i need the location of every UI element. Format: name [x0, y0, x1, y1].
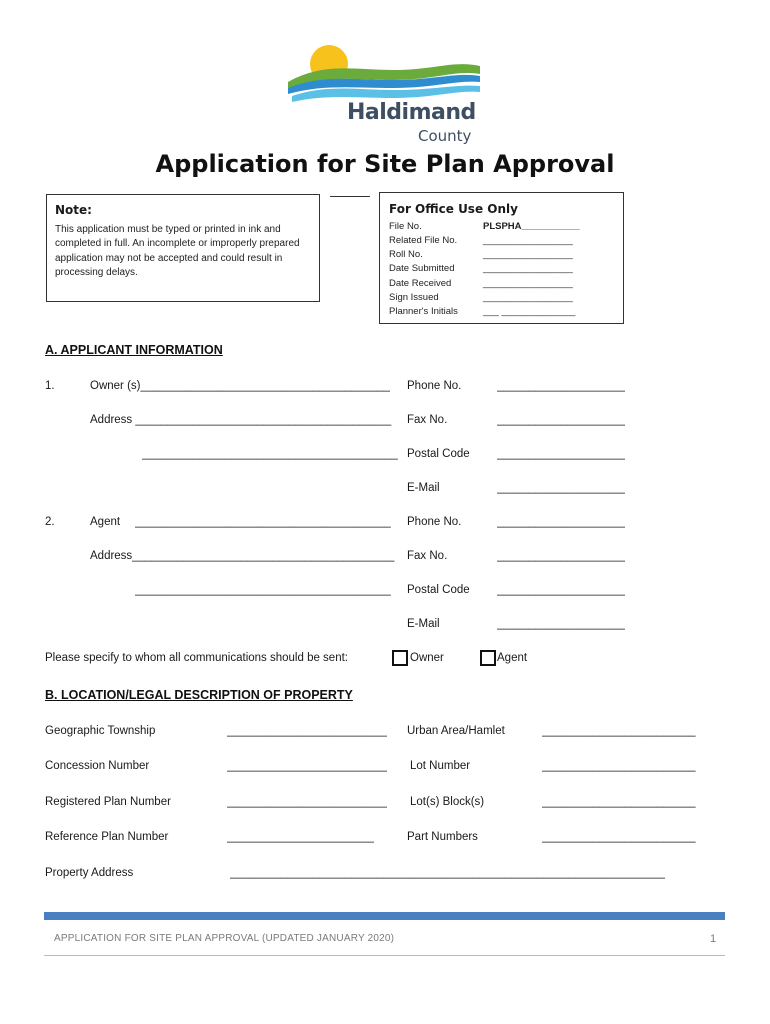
note-box — [46, 194, 320, 302]
reference-plan-field[interactable]: _______________________ — [227, 831, 375, 843]
agent-fax-field[interactable]: ____________________ — [497, 550, 625, 562]
agent-phone-label: Phone No. — [407, 516, 462, 528]
owner-email-label: E-Mail — [407, 482, 440, 494]
owner-postal-field[interactable]: ____________________ — [497, 448, 625, 460]
lot-number-field[interactable]: ________________________ — [542, 760, 696, 772]
agent-checkbox[interactable] — [480, 650, 496, 666]
office-label-roll-no: Roll No. — [389, 249, 423, 260]
owner-address-field[interactable]: Address ________________________________________ — [90, 414, 392, 426]
note-text: This application must be typed or printed in ink and completed in full. An incomplete or improperly prepared application may not be accepted and could result in processing delays. — [55, 224, 300, 278]
office-label-file-no: File No. — [389, 221, 422, 232]
page-title: Application for Site Plan Approval — [155, 150, 615, 178]
lots-blocks-field[interactable]: ________________________ — [542, 796, 696, 808]
office-field-date-submitted[interactable]: _________________ — [483, 263, 573, 274]
footer-divider — [44, 955, 725, 956]
logo-text-line1: Haldimand — [347, 100, 476, 125]
owner-email-field[interactable]: ____________________ — [497, 482, 625, 494]
owner-phone-field[interactable]: ____________________ — [497, 380, 625, 392]
owner-fax-field[interactable]: ____________________ — [497, 414, 625, 426]
agent-address-line2-field[interactable]: ________________________________________ — [135, 584, 391, 596]
geographic-township-label: Geographic Township — [45, 725, 156, 737]
urban-area-field[interactable]: ________________________ — [542, 725, 696, 737]
agent-email-label: E-Mail — [407, 618, 440, 630]
urban-area-label: Urban Area/Hamlet — [407, 725, 505, 737]
concession-number-label: Concession Number — [45, 760, 150, 772]
office-label-related-file: Related File No. — [389, 235, 458, 246]
owner-option-label: Owner — [410, 652, 444, 664]
owner-fax-label: Fax No. — [407, 414, 448, 426]
office-field-related-file[interactable]: _________________ — [483, 235, 573, 246]
agent-email-field[interactable]: ____________________ — [497, 618, 625, 630]
registered-plan-label: Registered Plan Number — [45, 796, 171, 808]
property-address-field[interactable]: ____________________________________________________________________ — [230, 867, 665, 879]
agent-postal-label: Postal Code — [407, 584, 470, 596]
lot-number-label: Lot Number — [410, 760, 471, 772]
owner-address-line2-field[interactable]: ________________________________________ — [142, 448, 398, 460]
footer-text: APPLICATION FOR SITE PLAN APPROVAL (UPDATED JANUARY 2020) — [54, 933, 395, 944]
item-number-1: 1. — [45, 380, 55, 392]
registered-plan-field[interactable]: _________________________ — [227, 796, 387, 808]
owner-checkbox[interactable] — [392, 650, 408, 666]
agent-phone-field[interactable]: ____________________ — [497, 516, 625, 528]
office-use-box — [379, 192, 624, 324]
agent-label: Agent — [90, 516, 121, 528]
footer-bar — [44, 912, 725, 920]
section-a-heading: A. APPLICANT INFORMATION — [45, 343, 223, 357]
lots-blocks-label: Lot(s) Block(s) — [410, 796, 485, 808]
page-number: 1 — [710, 933, 717, 945]
office-label-planner-initials: Planner's Initials — [389, 306, 458, 317]
office-field-roll-no[interactable]: _________________ — [483, 249, 573, 260]
agent-fax-label: Fax No. — [407, 550, 448, 562]
note-heading: Note: — [55, 203, 92, 217]
item-number-2: 2. — [45, 516, 55, 528]
concession-number-field[interactable]: _________________________ — [227, 760, 387, 772]
agent-address-field[interactable]: Address_________________________________________ — [90, 550, 395, 562]
communications-label: Please specify to whom all communications should be sent: — [45, 652, 348, 664]
office-field-planner-initials[interactable]: ___ ______________ — [483, 306, 576, 317]
office-label-date-received: Date Received — [389, 278, 452, 289]
geographic-township-field[interactable]: _________________________ — [227, 725, 387, 737]
title-underline — [330, 196, 370, 197]
owner-phone-label: Phone No. — [407, 380, 462, 392]
office-field-sign-issued[interactable]: _________________ — [483, 292, 573, 303]
agent-postal-field[interactable]: ____________________ — [497, 584, 625, 596]
part-numbers-label: Part Numbers — [407, 831, 478, 843]
office-field-date-received[interactable]: _________________ — [483, 278, 573, 289]
office-label-sign-issued: Sign Issued — [389, 292, 439, 303]
owner-postal-label: Postal Code — [407, 448, 470, 460]
agent-option-label: Agent — [497, 652, 528, 664]
part-numbers-field[interactable]: ________________________ — [542, 831, 696, 843]
agent-field[interactable]: ________________________________________ — [135, 516, 391, 528]
office-label-date-submitted: Date Submitted — [389, 263, 455, 274]
section-b-heading: B. LOCATION/LEGAL DESCRIPTION OF PROPERTY — [45, 688, 353, 702]
logo-text-line2: County — [418, 127, 472, 145]
reference-plan-label: Reference Plan Number — [45, 831, 169, 843]
owner-field[interactable]: Owner (s)_______________________________________ — [90, 380, 390, 392]
office-field-file-no[interactable]: PLSPHA___________ — [483, 221, 580, 232]
office-heading: For Office Use Only — [389, 202, 518, 216]
property-address-label: Property Address — [45, 867, 134, 879]
